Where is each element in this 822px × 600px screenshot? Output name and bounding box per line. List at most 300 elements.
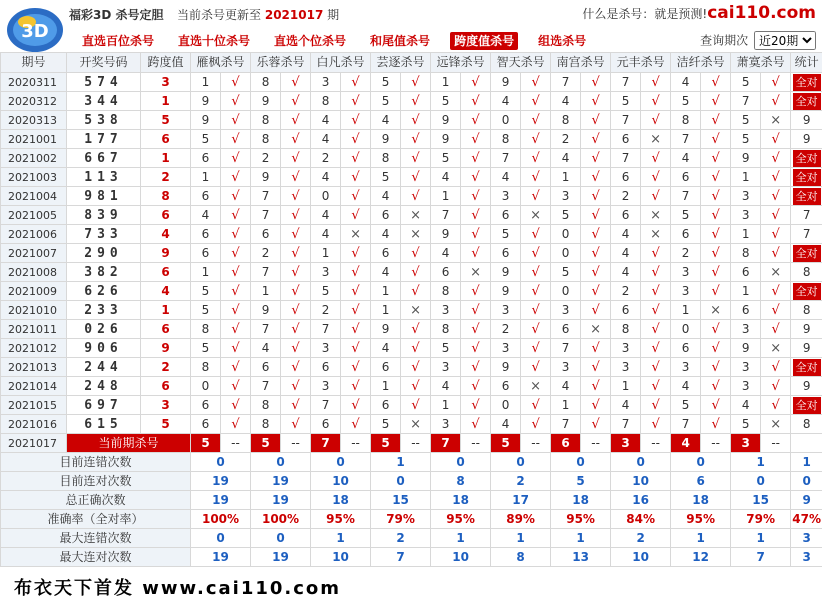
stat-label: 最大连对次数 bbox=[1, 548, 191, 567]
kill-number: 8 bbox=[671, 111, 701, 130]
kill-number: 4 bbox=[191, 206, 221, 225]
cross-icon: × bbox=[521, 377, 551, 396]
column-header: 跨度值 bbox=[141, 53, 191, 73]
row-total bbox=[791, 149, 822, 168]
nav-tab-1[interactable]: 直选十位杀号 bbox=[174, 32, 254, 50]
check-icon: √ bbox=[761, 358, 791, 377]
check-icon: √ bbox=[341, 339, 371, 358]
kill-number: 4 bbox=[671, 377, 701, 396]
check-icon: √ bbox=[641, 358, 671, 377]
nav-tab-0[interactable]: 直选百位杀号 bbox=[78, 32, 158, 50]
check-icon: √ bbox=[761, 301, 791, 320]
kill-number: 8 bbox=[251, 73, 281, 92]
kill-number: 5 bbox=[431, 92, 461, 111]
kill-number: 6 bbox=[731, 263, 761, 282]
kill-number: 7 bbox=[251, 377, 281, 396]
all-correct-badge: 全对 bbox=[793, 93, 821, 110]
kill-number: 0 bbox=[671, 320, 701, 339]
draw-number: 615 bbox=[67, 415, 141, 434]
row-total: 8 bbox=[791, 263, 822, 282]
kill-number: 1 bbox=[731, 225, 761, 244]
check-icon: √ bbox=[761, 187, 791, 206]
update-status: 当前杀号更新至 2021017 期 bbox=[177, 6, 339, 23]
stat-value: 1 bbox=[551, 529, 611, 548]
check-icon: √ bbox=[581, 282, 611, 301]
kill-number: 4 bbox=[431, 168, 461, 187]
all-correct-badge: 全对 bbox=[793, 74, 821, 91]
check-icon: √ bbox=[341, 187, 371, 206]
stat-value: 0 bbox=[551, 453, 611, 472]
nav-tab-5[interactable]: 组选杀号 bbox=[534, 32, 590, 50]
kill-number: 3 bbox=[551, 187, 581, 206]
table-row bbox=[1, 415, 822, 434]
kill-number: 3 bbox=[311, 73, 341, 92]
span-value: 1 bbox=[141, 149, 191, 168]
table-row bbox=[1, 92, 822, 111]
stat-value: 0 bbox=[191, 529, 251, 548]
check-icon: √ bbox=[641, 111, 671, 130]
issue-number: 2020312 bbox=[1, 92, 67, 111]
kill-number: 5 bbox=[371, 73, 401, 92]
kill-number: 3 bbox=[431, 415, 461, 434]
all-correct-badge: 全对 bbox=[793, 359, 821, 376]
check-icon: √ bbox=[521, 339, 551, 358]
kill-number: 3 bbox=[611, 358, 641, 377]
check-icon: √ bbox=[461, 320, 491, 339]
check-icon: √ bbox=[341, 263, 371, 282]
kill-number: 3 bbox=[671, 358, 701, 377]
nav-tab-3[interactable]: 和尾值杀号 bbox=[366, 32, 434, 50]
kill-number: 6 bbox=[431, 263, 461, 282]
stat-row bbox=[1, 453, 822, 472]
check-icon: √ bbox=[521, 168, 551, 187]
stat-value: 10 bbox=[431, 548, 491, 567]
check-icon: √ bbox=[281, 225, 311, 244]
kill-number: 1 bbox=[671, 301, 701, 320]
cross-icon: × bbox=[581, 320, 611, 339]
kill-number: 3 bbox=[671, 263, 701, 282]
fucai-3d-logo bbox=[5, 2, 65, 54]
table-row bbox=[1, 263, 822, 282]
check-icon: √ bbox=[281, 244, 311, 263]
check-icon: √ bbox=[701, 396, 731, 415]
check-icon: √ bbox=[401, 282, 431, 301]
check-icon: √ bbox=[581, 225, 611, 244]
column-header: 元丰杀号 bbox=[611, 53, 671, 73]
kill-number: 3 bbox=[311, 263, 341, 282]
check-icon: √ bbox=[281, 263, 311, 282]
stat-value: 9 bbox=[791, 491, 822, 510]
footer-text: 布衣天下首发 www.cai110.com bbox=[14, 574, 341, 600]
issue-number: 2021012 bbox=[1, 339, 67, 358]
column-header: 开奖号码 bbox=[67, 53, 141, 73]
span-value: 9 bbox=[141, 244, 191, 263]
column-header: 雁枫杀号 bbox=[191, 53, 251, 73]
all-correct-badge: 全对 bbox=[793, 188, 821, 205]
table-row bbox=[1, 130, 822, 149]
cross-icon: × bbox=[761, 415, 791, 434]
stat-value: 15 bbox=[371, 491, 431, 510]
check-icon: √ bbox=[221, 187, 251, 206]
kill-number: 1 bbox=[611, 377, 641, 396]
kill-number: 1 bbox=[551, 396, 581, 415]
column-header: 萧寞杀号 bbox=[731, 53, 791, 73]
draw-number: 177 bbox=[67, 130, 141, 149]
stat-value: 0 bbox=[671, 453, 731, 472]
kill-number: 7 bbox=[311, 396, 341, 415]
check-icon: √ bbox=[701, 130, 731, 149]
stat-value: 0 bbox=[371, 472, 431, 491]
column-header: 白凡杀号 bbox=[311, 53, 371, 73]
footer-watermark bbox=[0, 574, 822, 598]
check-icon: √ bbox=[761, 130, 791, 149]
stat-label: 准确率（全对率） bbox=[1, 510, 191, 529]
kill-number: 1 bbox=[191, 168, 221, 187]
kill-number: 1 bbox=[371, 282, 401, 301]
check-icon: √ bbox=[401, 339, 431, 358]
kill-number: 8 bbox=[251, 111, 281, 130]
kill-number: 5 bbox=[731, 415, 761, 434]
check-icon: √ bbox=[461, 130, 491, 149]
kill-number: 3 bbox=[491, 187, 521, 206]
kill-number: 6 bbox=[251, 225, 281, 244]
row-total bbox=[791, 187, 822, 206]
kill-number: 7 bbox=[251, 320, 281, 339]
kill-number: 0 bbox=[551, 244, 581, 263]
check-icon: √ bbox=[461, 225, 491, 244]
check-icon: √ bbox=[221, 130, 251, 149]
span-value: 9 bbox=[141, 339, 191, 358]
kill-number: 2 bbox=[611, 187, 641, 206]
check-icon: √ bbox=[281, 187, 311, 206]
issue-number: 2021004 bbox=[1, 187, 67, 206]
check-icon: √ bbox=[221, 111, 251, 130]
table-row bbox=[1, 282, 822, 301]
column-header: 乐蓉杀号 bbox=[251, 53, 311, 73]
table-row bbox=[1, 73, 822, 92]
stat-value: 1 bbox=[731, 453, 791, 472]
kill-number: 9 bbox=[491, 282, 521, 301]
span-value: 4 bbox=[141, 225, 191, 244]
table-row bbox=[1, 339, 822, 358]
issue-number: 2020313 bbox=[1, 111, 67, 130]
issue-number: 2021007 bbox=[1, 244, 67, 263]
kill-number: 1 bbox=[371, 377, 401, 396]
kill-number: 4 bbox=[551, 149, 581, 168]
stat-value: 7 bbox=[731, 548, 791, 567]
kill-number: 3 bbox=[311, 339, 341, 358]
check-icon: √ bbox=[221, 358, 251, 377]
kill-number: 9 bbox=[431, 111, 461, 130]
stat-value: 95% bbox=[671, 510, 731, 529]
cross-icon: × bbox=[521, 206, 551, 225]
kill-number: 9 bbox=[491, 263, 521, 282]
kill-number: 3 bbox=[731, 187, 761, 206]
nav-tab-4[interactable]: 跨度值杀号 bbox=[450, 32, 518, 50]
kill-number: 6 bbox=[731, 301, 761, 320]
check-icon: √ bbox=[641, 263, 671, 282]
check-icon: √ bbox=[221, 225, 251, 244]
promo-site-link[interactable]: cai110.com bbox=[707, 3, 816, 23]
issue-number: 2021006 bbox=[1, 225, 67, 244]
row-total: 9 bbox=[791, 130, 822, 149]
current-kill-number: 5 bbox=[491, 434, 521, 453]
stat-value: 17 bbox=[491, 491, 551, 510]
kill-number: 8 bbox=[191, 320, 221, 339]
check-icon: √ bbox=[401, 111, 431, 130]
kill-number: 3 bbox=[311, 377, 341, 396]
kill-number: 5 bbox=[671, 92, 701, 111]
span-value: 5 bbox=[141, 111, 191, 130]
kill-number: 1 bbox=[191, 263, 221, 282]
check-icon: √ bbox=[221, 206, 251, 225]
table-row bbox=[1, 358, 822, 377]
check-icon: √ bbox=[701, 415, 731, 434]
kill-number: 4 bbox=[371, 263, 401, 282]
check-icon: √ bbox=[521, 263, 551, 282]
row-total: 7 bbox=[791, 225, 822, 244]
kill-number: 0 bbox=[551, 225, 581, 244]
kill-number: 1 bbox=[431, 396, 461, 415]
current-kill-number: 4 bbox=[671, 434, 701, 453]
kill-number: 7 bbox=[671, 415, 701, 434]
check-icon: √ bbox=[701, 206, 731, 225]
table-row bbox=[1, 149, 822, 168]
kill-number: 7 bbox=[251, 206, 281, 225]
stat-value: 10 bbox=[311, 472, 371, 491]
stat-value: 100% bbox=[191, 510, 251, 529]
all-correct-badge: 全对 bbox=[793, 397, 821, 414]
kill-number: 6 bbox=[371, 358, 401, 377]
issue-number: 2020311 bbox=[1, 73, 67, 92]
row-total: 9 bbox=[791, 339, 822, 358]
check-icon: √ bbox=[521, 92, 551, 111]
stat-value: 100% bbox=[251, 510, 311, 529]
stat-value: 19 bbox=[191, 548, 251, 567]
check-icon: √ bbox=[581, 415, 611, 434]
span-value: 6 bbox=[141, 263, 191, 282]
check-icon: √ bbox=[221, 244, 251, 263]
check-icon: √ bbox=[581, 244, 611, 263]
check-icon: √ bbox=[281, 320, 311, 339]
kill-number: 6 bbox=[311, 358, 341, 377]
check-icon: √ bbox=[641, 415, 671, 434]
kill-number: 7 bbox=[671, 187, 701, 206]
draw-number: 906 bbox=[67, 339, 141, 358]
column-header: 芸逐杀号 bbox=[371, 53, 431, 73]
kill-number: 7 bbox=[611, 73, 641, 92]
kill-number: 6 bbox=[191, 244, 221, 263]
issue-number: 2021005 bbox=[1, 206, 67, 225]
check-icon: √ bbox=[761, 225, 791, 244]
check-icon: √ bbox=[581, 377, 611, 396]
kill-number: 9 bbox=[431, 130, 461, 149]
kill-number: 7 bbox=[311, 320, 341, 339]
stat-value: 8 bbox=[431, 472, 491, 491]
issue-number: 2021015 bbox=[1, 396, 67, 415]
check-icon: √ bbox=[341, 282, 371, 301]
check-icon: √ bbox=[641, 320, 671, 339]
kill-number: 2 bbox=[551, 130, 581, 149]
kill-number: 4 bbox=[491, 168, 521, 187]
check-icon: √ bbox=[401, 377, 431, 396]
kill-number: 6 bbox=[191, 415, 221, 434]
pending-result: -- bbox=[521, 434, 551, 453]
stat-value: 10 bbox=[611, 472, 671, 491]
kill-number: 8 bbox=[431, 282, 461, 301]
kill-number: 9 bbox=[431, 225, 461, 244]
check-icon: √ bbox=[461, 111, 491, 130]
stat-value: 95% bbox=[551, 510, 611, 529]
stat-value: 12 bbox=[671, 548, 731, 567]
table-row bbox=[1, 244, 822, 263]
draw-number: 626 bbox=[67, 282, 141, 301]
pending-result: -- bbox=[401, 434, 431, 453]
check-icon: √ bbox=[581, 396, 611, 415]
table-row bbox=[1, 301, 822, 320]
current-kill-number: 7 bbox=[311, 434, 341, 453]
kill-number: 7 bbox=[431, 206, 461, 225]
check-icon: √ bbox=[341, 244, 371, 263]
kill-number: 3 bbox=[431, 358, 461, 377]
kill-number: 2 bbox=[251, 244, 281, 263]
kill-number: 0 bbox=[491, 111, 521, 130]
kill-number: 5 bbox=[731, 111, 761, 130]
check-icon: √ bbox=[221, 301, 251, 320]
kill-number: 4 bbox=[611, 225, 641, 244]
check-icon: √ bbox=[341, 206, 371, 225]
kill-number: 1 bbox=[551, 168, 581, 187]
check-icon: √ bbox=[521, 111, 551, 130]
check-icon: √ bbox=[581, 263, 611, 282]
stat-value: 2 bbox=[371, 529, 431, 548]
kill-number: 8 bbox=[311, 92, 341, 111]
check-icon: √ bbox=[701, 149, 731, 168]
kill-number: 3 bbox=[731, 206, 761, 225]
kill-number: 8 bbox=[731, 244, 761, 263]
check-icon: √ bbox=[281, 301, 311, 320]
draw-number: 290 bbox=[67, 244, 141, 263]
pending-result: -- bbox=[341, 434, 371, 453]
draw-number: 233 bbox=[67, 301, 141, 320]
stat-value: 10 bbox=[311, 548, 371, 567]
check-icon: √ bbox=[581, 130, 611, 149]
check-icon: √ bbox=[461, 92, 491, 111]
stat-value: 15 bbox=[731, 491, 791, 510]
row-total bbox=[791, 73, 822, 92]
nav-tab-2[interactable]: 直选个位杀号 bbox=[270, 32, 350, 50]
check-icon: √ bbox=[521, 130, 551, 149]
check-icon: √ bbox=[641, 149, 671, 168]
kill-number: 5 bbox=[311, 282, 341, 301]
stat-value: 0 bbox=[611, 453, 671, 472]
check-icon: √ bbox=[461, 415, 491, 434]
stat-value: 6 bbox=[671, 472, 731, 491]
span-value: 2 bbox=[141, 168, 191, 187]
period-select[interactable] bbox=[754, 31, 816, 50]
stat-row bbox=[1, 548, 822, 567]
draw-number: 382 bbox=[67, 263, 141, 282]
svg-text:3D: 3D bbox=[21, 21, 48, 42]
check-icon: √ bbox=[341, 130, 371, 149]
check-icon: √ bbox=[341, 111, 371, 130]
kill-number: 4 bbox=[551, 377, 581, 396]
draw-number: 981 bbox=[67, 187, 141, 206]
kill-number: 4 bbox=[731, 396, 761, 415]
all-correct-badge: 全对 bbox=[793, 150, 821, 167]
kill-number: 6 bbox=[191, 396, 221, 415]
kill-number: 2 bbox=[671, 244, 701, 263]
table-row bbox=[1, 225, 822, 244]
check-icon: √ bbox=[641, 282, 671, 301]
kill-number: 6 bbox=[611, 206, 641, 225]
table-row bbox=[1, 377, 822, 396]
stat-value: 2 bbox=[611, 529, 671, 548]
check-icon: √ bbox=[281, 206, 311, 225]
stat-value: 0 bbox=[251, 453, 311, 472]
check-icon: √ bbox=[761, 73, 791, 92]
kill-number: 1 bbox=[191, 73, 221, 92]
check-icon: √ bbox=[341, 149, 371, 168]
stat-value: 89% bbox=[491, 510, 551, 529]
check-icon: √ bbox=[761, 377, 791, 396]
promo-banner[interactable]: 什么是杀号：就是预测!cai110.com bbox=[582, 3, 816, 23]
stat-label: 最大连错次数 bbox=[1, 529, 191, 548]
check-icon: √ bbox=[641, 339, 671, 358]
check-icon: √ bbox=[761, 92, 791, 111]
check-icon: √ bbox=[281, 111, 311, 130]
issue-number: 2021002 bbox=[1, 149, 67, 168]
kill-number: 1 bbox=[251, 282, 281, 301]
kill-number: 6 bbox=[611, 301, 641, 320]
stat-value: 0 bbox=[251, 529, 311, 548]
stat-value: 8 bbox=[491, 548, 551, 567]
check-icon: √ bbox=[221, 92, 251, 111]
kill-number: 0 bbox=[191, 377, 221, 396]
kill-number: 9 bbox=[731, 339, 761, 358]
check-icon: √ bbox=[761, 168, 791, 187]
check-icon: √ bbox=[581, 111, 611, 130]
row-total: 7 bbox=[791, 206, 822, 225]
all-correct-badge: 全对 bbox=[793, 169, 821, 186]
span-value: 4 bbox=[141, 282, 191, 301]
stat-value: 19 bbox=[251, 472, 311, 491]
stat-value: 79% bbox=[371, 510, 431, 529]
stat-label: 目前连对次数 bbox=[1, 472, 191, 491]
check-icon: √ bbox=[401, 73, 431, 92]
check-icon: √ bbox=[641, 73, 671, 92]
check-icon: √ bbox=[341, 92, 371, 111]
kill-number: 1 bbox=[431, 187, 461, 206]
check-icon: √ bbox=[641, 244, 671, 263]
check-icon: √ bbox=[581, 358, 611, 377]
check-icon: √ bbox=[641, 396, 671, 415]
check-icon: √ bbox=[701, 377, 731, 396]
kill-number: 9 bbox=[251, 168, 281, 187]
stat-value: 10 bbox=[611, 548, 671, 567]
row-total bbox=[791, 244, 822, 263]
kill-number: 3 bbox=[551, 301, 581, 320]
stat-value: 7 bbox=[371, 548, 431, 567]
draw-number: 026 bbox=[67, 320, 141, 339]
span-value: 6 bbox=[141, 130, 191, 149]
stat-value: 18 bbox=[671, 491, 731, 510]
kill-number: 4 bbox=[671, 149, 701, 168]
current-total bbox=[791, 434, 822, 453]
stat-value: 84% bbox=[611, 510, 671, 529]
kill-number: 8 bbox=[551, 111, 581, 130]
column-header: 期号 bbox=[1, 53, 67, 73]
